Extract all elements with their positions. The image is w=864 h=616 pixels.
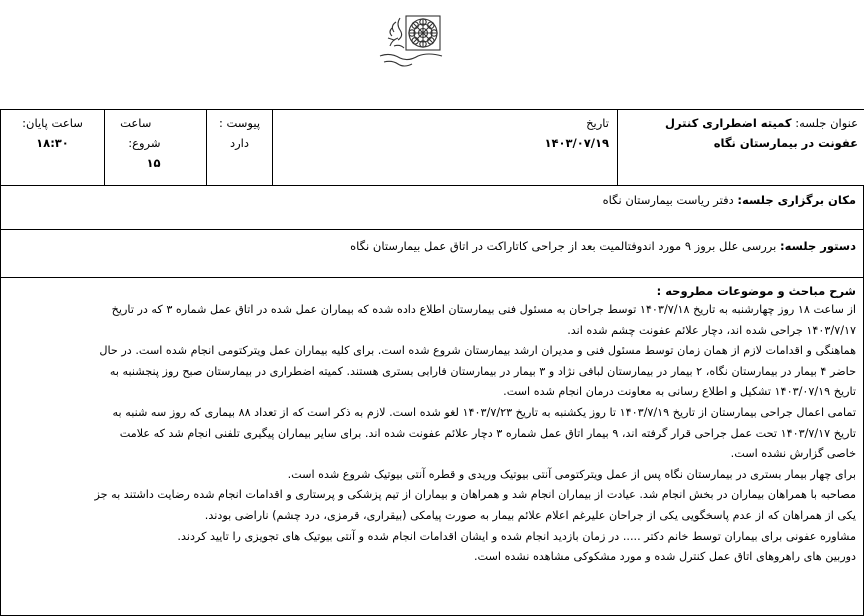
discussion-line: تمامی اعمال جراحی بیمارستان از تاریخ ۱۴۰۳/۷/۱۹ تا روز یکشنبه به تاریخ ۱۴۰۳/۷/۲۳ لغو شده است. لازم به ذکر است که از تعداد ۸۸ بیماری که روز سه شنبه به (112, 405, 856, 419)
discussion-line: حاضر ۴ بیمار در بیمارستان نگاه، ۲ بیمار در بیمارستان لبافی نژاد و ۳ بیمار در بیمارستان فارابی بستری هستند. کمیته اضطراری در بیمارستان صبح روز پنجشنبه به (109, 364, 856, 378)
start-time-cell (105, 110, 167, 186)
discussion-section (0, 278, 864, 616)
start-time-value: ۱۵ (146, 156, 161, 170)
end-time-cell (1, 110, 105, 186)
discussion-line: خاصی گزارش نشده است. (730, 447, 856, 461)
agenda-row (0, 230, 864, 278)
spacer-cell (167, 110, 207, 186)
attachment-cell (207, 110, 273, 186)
meeting-header-table (0, 109, 864, 186)
discussion-line: از ساعت ۱۸ روز چهارشنبه به تاریخ ۱۴۰۳/۷/۱۸ توسط جراحان به مسئول فنی بیمارستان اطلاع داده شده که بیماران عمل شده در اتاق عمل شماره ۳ که در تاریخ (111, 303, 856, 316)
start-time-label: ساعت (120, 116, 152, 130)
agenda-value: بررسی علل بروز ۹ مورد اندوفتالمیت بعد از جراحی کاتاراکت در اتاق عمل بیمارستان نگاه (350, 239, 777, 253)
university-logo-icon (366, 8, 456, 102)
location-value: دفتر ریاست بیمارستان نگاه (602, 193, 734, 207)
agenda-label: دستور جلسه: (780, 239, 856, 253)
date-cell (273, 110, 618, 186)
end-time-label: ساعت پایان: (22, 116, 83, 130)
meeting-title-value: کمیته اضطراری کنترل (665, 116, 792, 130)
discussion-line: دوربین های راهروهای اتاق عمل کنترل شده و مورد مشکوکی مشاهده نشده است. (473, 550, 856, 564)
meeting-title-value-cont: عفونت در بیمارستان نگاه (713, 136, 858, 150)
location-label: مکان برگزاری جلسه: (737, 193, 856, 207)
discussion-line: تاریخ ۱۴۰۳/۰۷/۱۹ تشکیل و اطلاع رسانی به معاونت درمان انجام شده است. (503, 385, 856, 399)
meeting-title-label: عنوان جلسه: (795, 116, 858, 130)
attachment-label: پیوست : (218, 116, 261, 130)
discussion-line: تاریخ ۱۴۰۳/۷/۱۷ تحت عمل جراحی قرار گرفته اند، ۹ بیمار اتاق عمل شماره ۳ دچار علائم عفونت شده اند. برای سایر بیماران پیگیری تلفنی انجام شد که علامت (119, 426, 856, 440)
meeting-title-cell (618, 110, 864, 186)
location-row (0, 186, 864, 230)
discussion-line: هماهنگی و اقدامات لازم از همان زمان توسط مسئول فنی و مدیران ارشد بیمارستان شروع شده است. برای کلیه بیماران عمل ویترکتومی انجام شده است. در حال (99, 344, 856, 358)
date-label: تاریخ (586, 116, 609, 130)
discussion-title: شرح مباحث و موضوعات مطروحه : (656, 284, 856, 298)
date-value: ۱۴۰۳/۰۷/۱۹ (544, 136, 609, 150)
discussion-line: برای چهار بیمار بستری در بیمارستان نگاه پس از عمل ویترکتومی آنتی بیوتیک وریدی و قطره آنتی بیوتیک شروع شده است. (287, 467, 856, 481)
start-time-label-cont: شروع: (128, 136, 161, 150)
discussion-line: ۱۴۰۳/۷/۱۷ جراحی شده اند، دچار علائم عفونت چشم شده اند. (567, 323, 856, 337)
discussion-line: مشاوره عفونی برای بیماران توسط خانم دکتر ..... در زمان بازدید انجام شده و ایشان اقدامات انجام شده و آنتی بیوتیک های تجویزی را تایید کردند. (177, 529, 856, 543)
discussion-line: مصاحبه با همراهان بیماران در بخش انجام شد. عیادت از بیماران انجام شد و همراهان و بیماران از تیم پزشکی و پرستاری و اقدامات انجام شده رضایت داشتند به جز (94, 488, 856, 502)
attachment-value: دارد (230, 136, 249, 150)
discussion-line: یکی از همراهان که از عدم پاسخگویی یکی از جراحان علیرغم اعلام علائم بیمار به صورت پیامکی (بیقراری، قرمزی، درد چشم) ناراضی بودند. (204, 508, 856, 522)
end-time-value: ۱۸:۳۰ (36, 136, 69, 150)
